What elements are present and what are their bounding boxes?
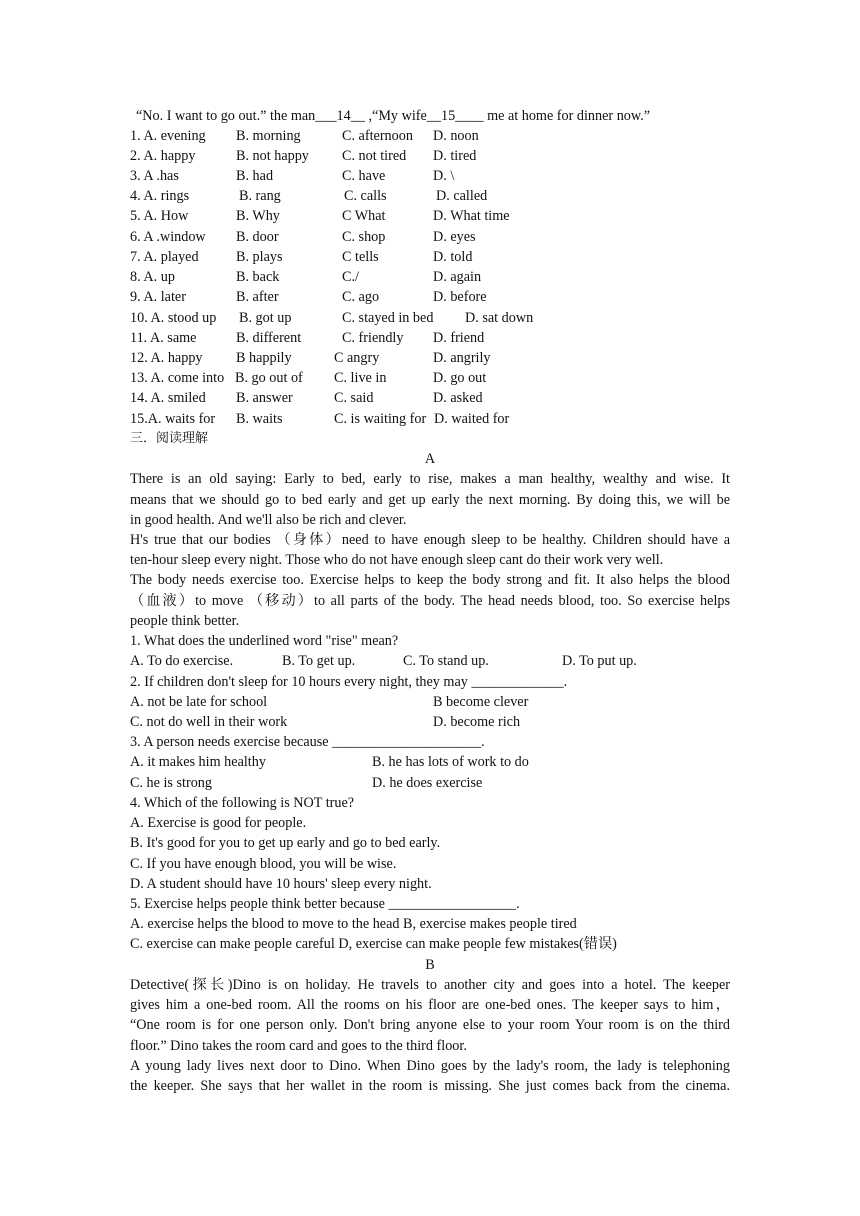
passage-line: “One room is for one person only. Don't bring anyone else to your room Your room is on the third	[130, 1017, 730, 1033]
option-c: C. said	[334, 390, 374, 406]
passage-line: Detective(探长)Dino is on holiday. He travels to another city and goes into a hotel. The keeper	[130, 977, 730, 993]
passage-line: ten-hour sleep every night. Those who do not have enough sleep cant do their work very well.	[130, 552, 664, 568]
passage-line: in good health. And we'll also be rich and clever.	[130, 512, 407, 528]
option-b: B. had	[236, 168, 274, 184]
option-a: 2. A. happy	[130, 148, 196, 164]
option-a: 10. A. stood up	[130, 310, 217, 326]
question-5: 5. Exercise helps people think better because __________________.	[130, 896, 520, 912]
option-a: 3. A .has	[130, 168, 179, 184]
question-4-option-a: A. Exercise is good for people.	[130, 815, 307, 831]
passage-line: floor.” Dino takes the room card and goes to the third floor.	[130, 1038, 467, 1054]
option-a: 7. A. played	[130, 249, 199, 265]
option-d: D. tired	[433, 148, 477, 164]
option-d: D. before	[433, 289, 487, 305]
option-b: B become clever	[433, 694, 529, 710]
option-c: C. live in	[334, 370, 387, 386]
passage-b-label: B	[425, 957, 435, 973]
option-b: B. after	[236, 289, 279, 305]
option-d: D. friend	[433, 330, 485, 346]
option-b: B. waits	[236, 411, 283, 427]
cloze-row	[130, 308, 730, 328]
option-c: C. ago	[342, 289, 380, 305]
option-b: B. back	[236, 269, 280, 285]
passage-line: H's true that our bodies （身体）need to have enough sleep to be healthy. Children should have a	[130, 532, 730, 548]
cloze-row	[130, 206, 730, 226]
option-b: B. door	[236, 229, 279, 245]
option-a: 8. A. up	[130, 269, 175, 285]
question-1: 1. What does the underlined word "rise" mean?	[130, 633, 399, 649]
passage-line: （血液）to move （移动）to all parts of the body. The head needs blood, too. So exercise helps	[130, 593, 730, 609]
question-5-options-row1: A. exercise helps the blood to move to the head B, exercise makes people tired	[130, 916, 577, 932]
option-c: C. have	[342, 168, 386, 184]
cloze-row	[130, 409, 730, 429]
passage-line: the keeper. She says that her wallet in the room is missing. She just comes back from the cinema.	[130, 1078, 730, 1094]
option-a: 14. A. smiled	[130, 390, 206, 406]
passage-line: gives him a one-bed room. All the rooms on his floor are one-bed ones. The keeper says to him，	[130, 997, 730, 1013]
option-d: D. \	[433, 168, 455, 184]
passage-a-label: A	[424, 451, 436, 467]
section-heading: 三．阅读理解	[130, 431, 209, 446]
option-c: C./	[342, 269, 359, 285]
question-2-options-row1	[130, 692, 730, 712]
question-2-options-row2	[130, 712, 730, 732]
cloze-row	[130, 328, 730, 348]
option-b: B. rang	[239, 188, 281, 204]
option-a: 6. A .window	[130, 229, 206, 245]
cloze-row	[130, 227, 730, 247]
option-a: 15.A. waits for	[130, 411, 216, 427]
option-a: 11. A. same	[130, 330, 197, 346]
passage-line: A young lady lives next door to Dino. When Dino goes by the lady's room, the lady is telephoning	[130, 1058, 730, 1074]
option-b: B. morning	[236, 128, 301, 144]
option-a: A. it makes him healthy	[130, 754, 266, 770]
option-c: C. not do well in their work	[130, 714, 288, 730]
cloze-row	[130, 186, 730, 206]
option-c: C. he is strong	[130, 775, 212, 791]
question-3: 3. A person needs exercise because _____________________.	[130, 734, 485, 750]
question-5-options-row2: C. exercise can make people careful D, exercise can make people few mistakes(错误)	[130, 936, 617, 952]
option-c: C. friendly	[342, 330, 404, 346]
option-c: C. calls	[344, 188, 387, 204]
option-b: B. he has lots of work to do	[372, 754, 529, 770]
question-4: 4. Which of the following is NOT true?	[130, 795, 355, 811]
option-c: C. stayed in bed	[342, 310, 434, 326]
cloze-row	[130, 348, 730, 368]
option-d: D. he does exercise	[372, 775, 483, 791]
option-a: A. not be late for school	[130, 694, 268, 710]
option-d: D. noon	[433, 128, 479, 144]
option-d: D. waited for	[434, 411, 510, 427]
cloze-row	[130, 166, 730, 186]
option-c: C. shop	[342, 229, 386, 245]
cloze-row	[130, 247, 730, 267]
option-b: B. To get up.	[282, 653, 356, 669]
option-d: D. again	[433, 269, 482, 285]
question-3-options-row2	[130, 773, 730, 793]
cloze-row	[130, 388, 730, 408]
cloze-intro: “No. I want to go out.” the man___14__ ,“My wife__15____ me at home for dinner now.”	[136, 108, 651, 124]
option-a: 1. A. evening	[130, 128, 206, 144]
cloze-row	[130, 126, 730, 146]
cloze-row	[130, 368, 730, 388]
option-a: A. To do exercise.	[130, 653, 234, 669]
option-b: B happily	[236, 350, 292, 366]
question-4-option-d: D. A student should have 10 hours' sleep every night.	[130, 876, 432, 892]
question-2: 2. If children don't sleep for 10 hours every night, they may _____________.	[130, 674, 568, 690]
option-d: D. angrily	[433, 350, 491, 366]
option-d: D. become rich	[433, 714, 521, 730]
cloze-row	[130, 287, 730, 307]
option-b: B. Why	[236, 208, 280, 224]
option-b: B. different	[236, 330, 302, 346]
option-d: D. What time	[433, 208, 510, 224]
cloze-row	[130, 146, 730, 166]
option-c: C What	[342, 208, 386, 224]
question-4-option-c: C. If you have enough blood, you will be wise.	[130, 856, 397, 872]
option-c: C. To stand up.	[403, 653, 489, 669]
option-b: B. not happy	[236, 148, 309, 164]
option-b: B. plays	[236, 249, 283, 265]
option-c: C angry	[334, 350, 380, 366]
cloze-row	[130, 267, 730, 287]
option-c: C. afternoon	[342, 128, 413, 144]
option-d: D. called	[436, 188, 488, 204]
option-c: C. not tired	[342, 148, 407, 164]
option-d: D. sat down	[465, 310, 534, 326]
option-a: 9. A. later	[130, 289, 186, 305]
option-b: B. answer	[236, 390, 293, 406]
option-a: 12. A. happy	[130, 350, 203, 366]
option-c: C. is waiting for	[334, 411, 427, 427]
option-d: D. eyes	[433, 229, 476, 245]
passage-line: There is an old saying: Early to bed, early to rise, makes a man healthy, wealthy and wise. It	[130, 471, 730, 487]
passage-line: people think better.	[130, 613, 240, 629]
option-d: D. To put up.	[562, 653, 637, 669]
question-4-option-b: B. It's good for you to get up early and go to bed early.	[130, 835, 441, 851]
question-1-options	[130, 651, 730, 671]
option-a: 13. A. come into	[130, 370, 225, 386]
option-d: D. go out	[433, 370, 487, 386]
option-b: B. got up	[239, 310, 292, 326]
option-d: D. asked	[433, 390, 483, 406]
passage-line: The body needs exercise too. Exercise helps to keep the body strong and fit. It also helps the blood	[130, 572, 730, 588]
option-a: 5. A. How	[130, 208, 189, 224]
option-a: 4. A. rings	[130, 188, 190, 204]
option-c: C tells	[342, 249, 379, 265]
option-d: D. told	[433, 249, 473, 265]
question-3-options-row1	[130, 752, 730, 772]
option-b: B. go out of	[235, 370, 303, 386]
passage-line: means that we should go to bed early and get up early the next morning. By doing this, we will be	[130, 492, 730, 508]
